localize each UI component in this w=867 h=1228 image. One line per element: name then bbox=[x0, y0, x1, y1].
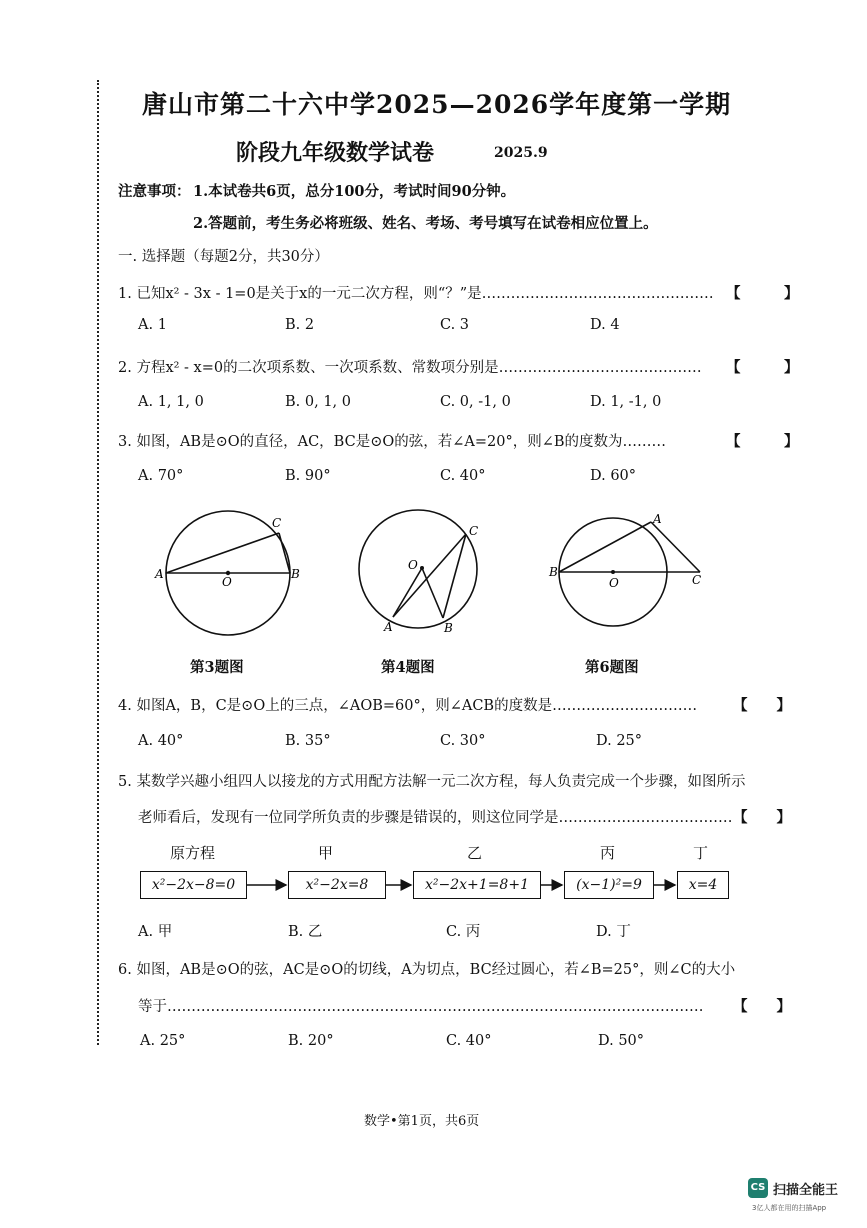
fig3-label-a: A bbox=[155, 567, 164, 581]
flow-step-bing: (x−1)²=9 bbox=[564, 871, 654, 899]
flow-label-yi: 乙 bbox=[467, 844, 483, 862]
flow-arrows bbox=[245, 876, 685, 896]
q2-option-a: A. 1, 1, 0 bbox=[138, 394, 204, 410]
q5-option-b: B. 乙 bbox=[288, 924, 323, 940]
section-heading: 一. 选择题（每题2分，共30分） bbox=[118, 249, 329, 265]
fig3-label-b: B bbox=[291, 567, 300, 581]
fig4-label-b: B bbox=[444, 621, 453, 635]
figure-4-caption: 第4题图 bbox=[381, 659, 435, 676]
binding-dotted-line bbox=[97, 80, 99, 1045]
question-5-stem-cont: 老师看后，发现有一位同学所负责的步骤是错误的，则这位同学是……………………………… bbox=[138, 810, 733, 826]
flow-step-yi: x²−2x+1=8+1 bbox=[413, 871, 541, 899]
figure-3 bbox=[150, 500, 320, 660]
q1-option-b: B. 2 bbox=[285, 317, 315, 333]
q1-option-a: A. 1 bbox=[138, 317, 167, 333]
fig4-label-o: O bbox=[408, 558, 418, 572]
q4-option-a: A. 40° bbox=[138, 733, 184, 749]
flow-step-jia: x²−2x=8 bbox=[288, 871, 386, 899]
q6-option-d: D. 50° bbox=[598, 1033, 645, 1049]
answer-bracket-2[interactable]: 【 】 bbox=[726, 359, 799, 376]
question-4-stem: 4. 如图A，B，C是⊙O上的三点，∠AOB=60°，则∠ACB的度数是………………………… bbox=[118, 698, 698, 714]
q5-option-c: C. 丙 bbox=[446, 924, 481, 940]
q6-option-a: A. 25° bbox=[140, 1033, 186, 1049]
fig6-label-o: O bbox=[609, 576, 619, 590]
notes-line-1: 1.本试卷共6页，总分100分，考试时间90分钟。 bbox=[193, 183, 516, 200]
scanner-logo-icon: CS bbox=[748, 1178, 768, 1198]
exam-subtitle: 阶段九年级数学试卷 bbox=[236, 140, 435, 166]
fig6-label-a: A bbox=[653, 512, 662, 526]
q3-option-b: B. 90° bbox=[285, 468, 331, 484]
fig4-label-a: A bbox=[384, 620, 393, 634]
q4-option-b: B. 35° bbox=[285, 733, 331, 749]
fig3-label-o: O bbox=[222, 575, 232, 589]
scanner-tagline: 3亿人都在用的扫描App bbox=[752, 1204, 827, 1212]
q6-option-c: C. 40° bbox=[446, 1033, 492, 1049]
q5-option-a: A. 甲 bbox=[138, 924, 173, 940]
notes-line-2: 2.答题前，考生务必将班级、姓名、考场、考号填写在试卷相应位置上。 bbox=[193, 215, 658, 232]
q1-option-d: D. 4 bbox=[590, 317, 620, 333]
q2-option-d: D. 1, -1, 0 bbox=[590, 394, 662, 410]
q3-option-c: C. 40° bbox=[440, 468, 486, 484]
figure-6-caption: 第6题图 bbox=[585, 659, 639, 676]
answer-bracket-5[interactable]: 【 】 bbox=[733, 809, 791, 826]
fig6-label-b: B bbox=[549, 565, 558, 579]
question-3-stem: 3. 如图，AB是⊙O的直径，AC，BC是⊙O的弦，若∠A=20°，则∠B的度数为……… bbox=[118, 434, 667, 450]
exam-title: 唐山市第二十六中学2025—2026学年度第一学期 bbox=[142, 90, 732, 119]
flow-step-original: x²−2x−8=0 bbox=[140, 871, 247, 899]
fig4-label-c: C bbox=[469, 524, 479, 538]
q3-option-d: D. 60° bbox=[590, 468, 637, 484]
question-5-stem: 5. 某数学兴趣小组四人以接龙的方式用配方法解一元二次方程，每人负责完成一个步骤，如图所示 bbox=[118, 774, 746, 790]
q2-option-c: C. 0, -1, 0 bbox=[440, 394, 511, 410]
fig3-label-c: C bbox=[272, 516, 282, 530]
q4-option-d: D. 25° bbox=[596, 733, 643, 749]
q5-option-d: D. 丁 bbox=[596, 924, 631, 940]
q3-option-a: A. 70° bbox=[138, 468, 184, 484]
question-2-stem: 2. 方程x² - x=0的二次项系数、一次项系数、常数项分别是…………………………………… bbox=[118, 360, 702, 376]
flow-label-bing: 丙 bbox=[600, 844, 616, 862]
q6-option-b: B. 20° bbox=[288, 1033, 334, 1049]
answer-bracket-4[interactable]: 【 】 bbox=[733, 697, 791, 714]
figure-6 bbox=[545, 505, 715, 655]
question-1-stem: 1. 已知x² - 3x - 1=0是关于x的一元二次方程，则“？”是………………………………………… bbox=[118, 286, 714, 302]
figure-4 bbox=[350, 505, 490, 645]
flow-step-ding: x=4 bbox=[677, 871, 729, 899]
q2-option-b: B. 0, 1, 0 bbox=[285, 394, 351, 410]
answer-bracket-3[interactable]: 【 】 bbox=[726, 433, 799, 450]
q4-option-c: C. 30° bbox=[440, 733, 486, 749]
answer-bracket-1[interactable]: 【 】 bbox=[726, 285, 799, 302]
flow-label-original: 原方程 bbox=[170, 844, 216, 862]
scanner-app-name: 扫描全能王 bbox=[773, 1183, 839, 1198]
flow-label-jia: 甲 bbox=[318, 844, 334, 862]
exam-date: 2025.9 bbox=[494, 145, 548, 161]
notes-label: 注意事项： bbox=[118, 183, 191, 200]
question-6-stem-cont: 等于………………………………………………………………………………………………… bbox=[138, 999, 704, 1015]
question-6-stem: 6. 如图，AB是⊙O的弦，AC是⊙O的切线，A为切点，BC经过圆心，若∠B=25°，则∠C的大小 bbox=[118, 962, 736, 978]
figure-3-caption: 第3题图 bbox=[190, 659, 244, 676]
answer-bracket-6[interactable]: 【 】 bbox=[733, 998, 791, 1015]
flow-label-ding: 丁 bbox=[693, 844, 709, 862]
page-footer: 数学•第1页，共6页 bbox=[364, 1114, 480, 1129]
q1-option-c: C. 3 bbox=[440, 317, 470, 333]
fig6-label-c: C bbox=[692, 573, 702, 587]
